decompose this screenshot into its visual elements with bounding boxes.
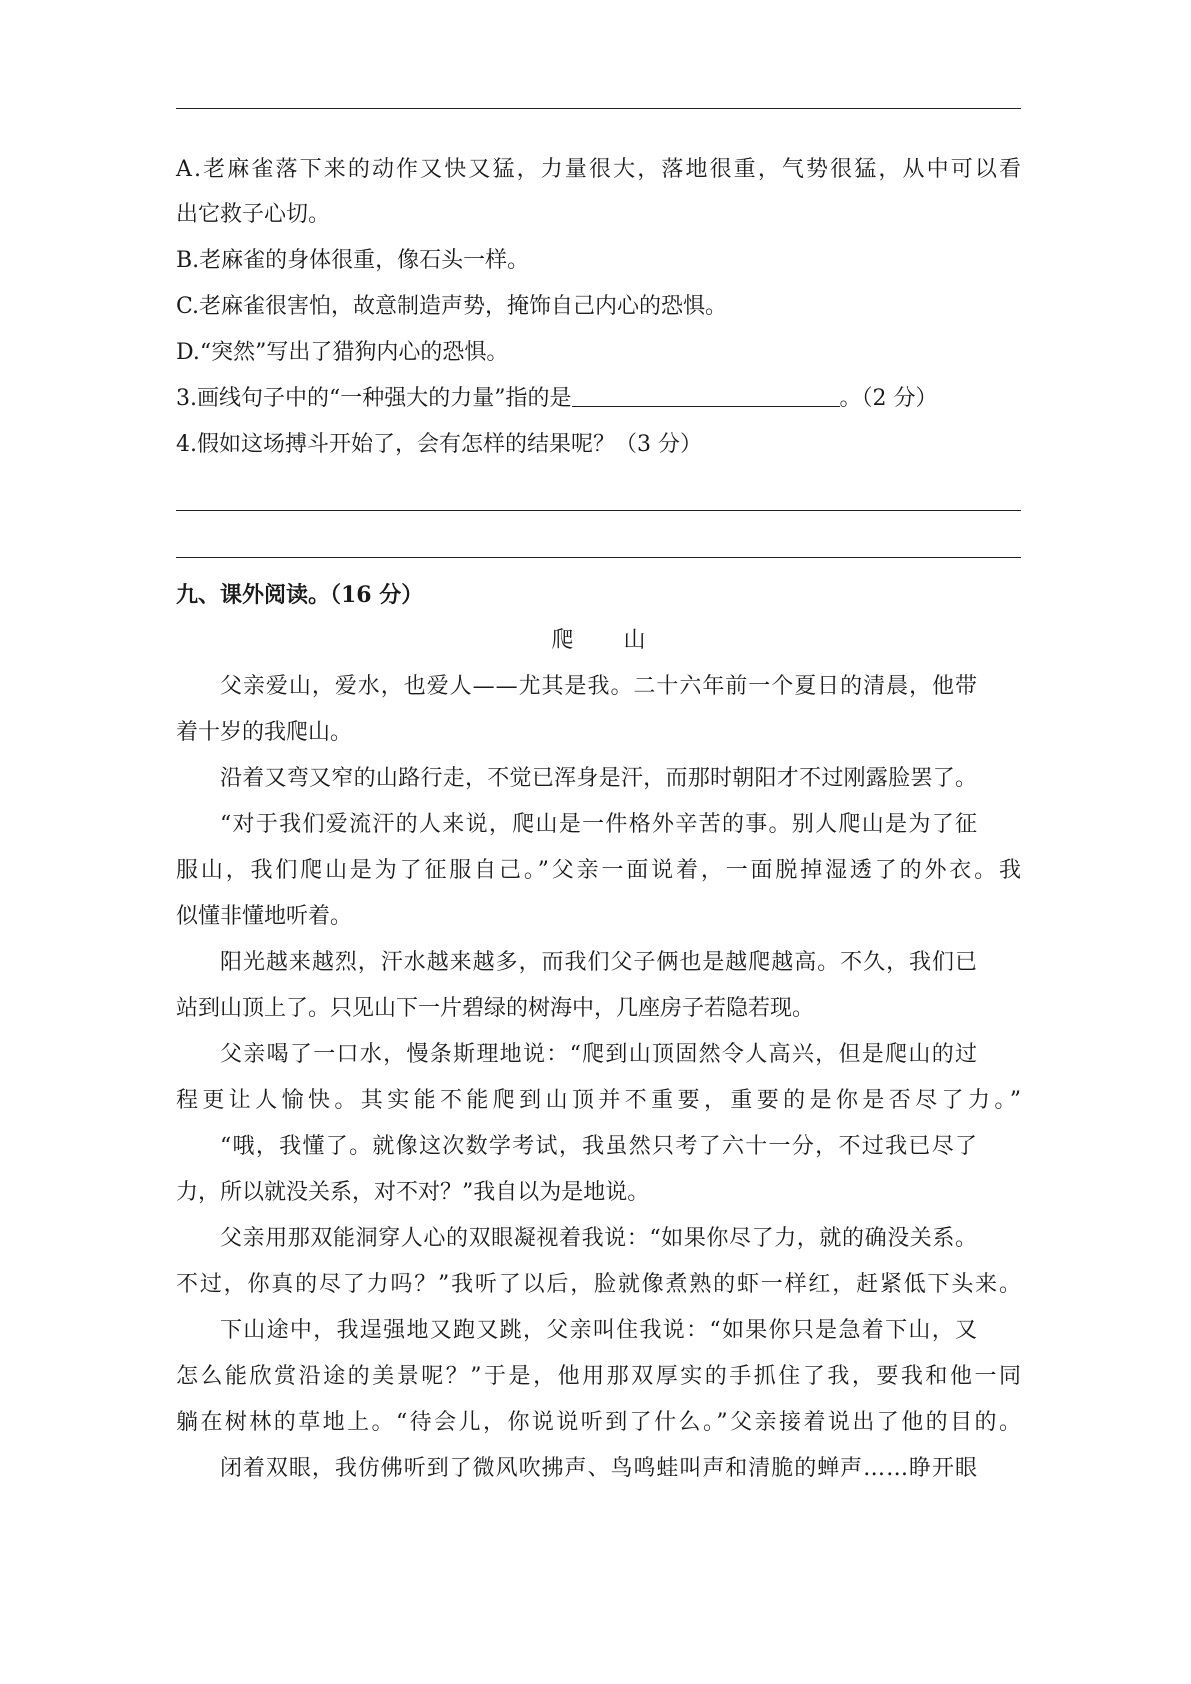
passage-line: 似懂非懂地听着。 (176, 904, 353, 929)
passage-line: 怎么能欣赏沿途的美景呢？”于是，他用那双厚实的手抓住了我，要我和他一同 (176, 1364, 1024, 1389)
passage-line: 力，所以就没关系，对不对？”我自以为是地说。 (176, 1180, 650, 1205)
passage-line: 父亲用那双能洞穿人心的双眼凝视着我说：“如果你尽了力，就的确没关系。 (220, 1226, 978, 1251)
question-3 (176, 384, 1021, 414)
question-4: 4.假如这场搏斗开始了，会有怎样的结果呢？（3 分） (176, 432, 702, 457)
passage-line: 闭着双眼，我仿佛听到了微风吹拂声、鸟鸣蛙叫声和清脆的蝉声……睁开眼 (220, 1456, 978, 1481)
answer-line-2[interactable] (176, 557, 1021, 558)
question-3-text: 3.画线句子中的“一种强大的力量”指的是 (176, 386, 572, 411)
passage-line: 父亲爱山，爱水，也爱人——尤其是我。二十六年前一个夏日的清晨，他带 (220, 674, 978, 699)
passage-line: 下山途中，我逞强地又跑又跳，父亲叫住我说：“如果你只是急着下山，又 (220, 1318, 979, 1343)
answer-line-top (176, 108, 1021, 109)
question-3-blank[interactable] (572, 384, 840, 407)
passage-line: 程更让人愉快。其实能不能爬到山顶并不重要，重要的是你是否尽了力。” (176, 1088, 1026, 1113)
passage-line: 服山，我们爬山是为了征服自己。”父亲一面说着，一面脱掉湿透了的外衣。我 (176, 858, 1024, 883)
option-d: D.“突然”写出了猎狗内心的恐惧。 (176, 340, 509, 365)
passage-line: 父亲喝了一口水，慢条斯理地说：“爬到山顶固然令人高兴，但是爬山的过 (220, 1042, 979, 1067)
passage-line: “对于我们爱流汗的人来说，爬山是一件格外辛苦的事。别人爬山是为了征 (220, 812, 979, 837)
option-a-line2: 出它救子心切。 (176, 202, 331, 227)
option-c: C.老麻雀很害怕，故意制造声势，掩饰自己内心的恐惧。 (176, 294, 728, 319)
passage-line: 阳光越来越烈，汗水越来越多，而我们父子俩也是越爬越高。不久，我们已 (220, 950, 978, 975)
answer-line-1[interactable] (176, 510, 1021, 511)
option-b: B.老麻雀的身体很重，像石头一样。 (176, 248, 530, 273)
passage-line: 站到山顶上了。只见山下一片碧绿的树海中，几座房子若隐若现。 (176, 996, 815, 1021)
passage-title: 爬山 (551, 628, 696, 653)
option-a-line1: A.老麻雀落下来的动作又快又猛，力量很大，落地很重，气势很猛，从中可以看 (176, 157, 1024, 182)
passage-line: 不过，你真的尽了力吗？”我听了以后，脸就像煮熟的虾一样红，赶紧低下头来。 (176, 1272, 1023, 1297)
passage-line: “哦，我懂了。就像这次数学考试，我虽然只考了六十一分，不过我已尽了 (220, 1134, 979, 1159)
section-9-heading: 九、课外阅读。（16 分） (176, 582, 424, 608)
question-3-score: 。（2 分） (839, 386, 938, 411)
passage-line: 着十岁的我爬山。 (176, 720, 353, 745)
passage-line: 沿着又弯又窄的山路行走，不觉已浑身是汗，而那时朝阳才不过刚露脸罢了。 (220, 766, 978, 791)
passage-line: 躺在树林的草地上。“待会儿，你说说听到了什么。”父亲接着说出了他的目的。 (176, 1410, 1024, 1435)
